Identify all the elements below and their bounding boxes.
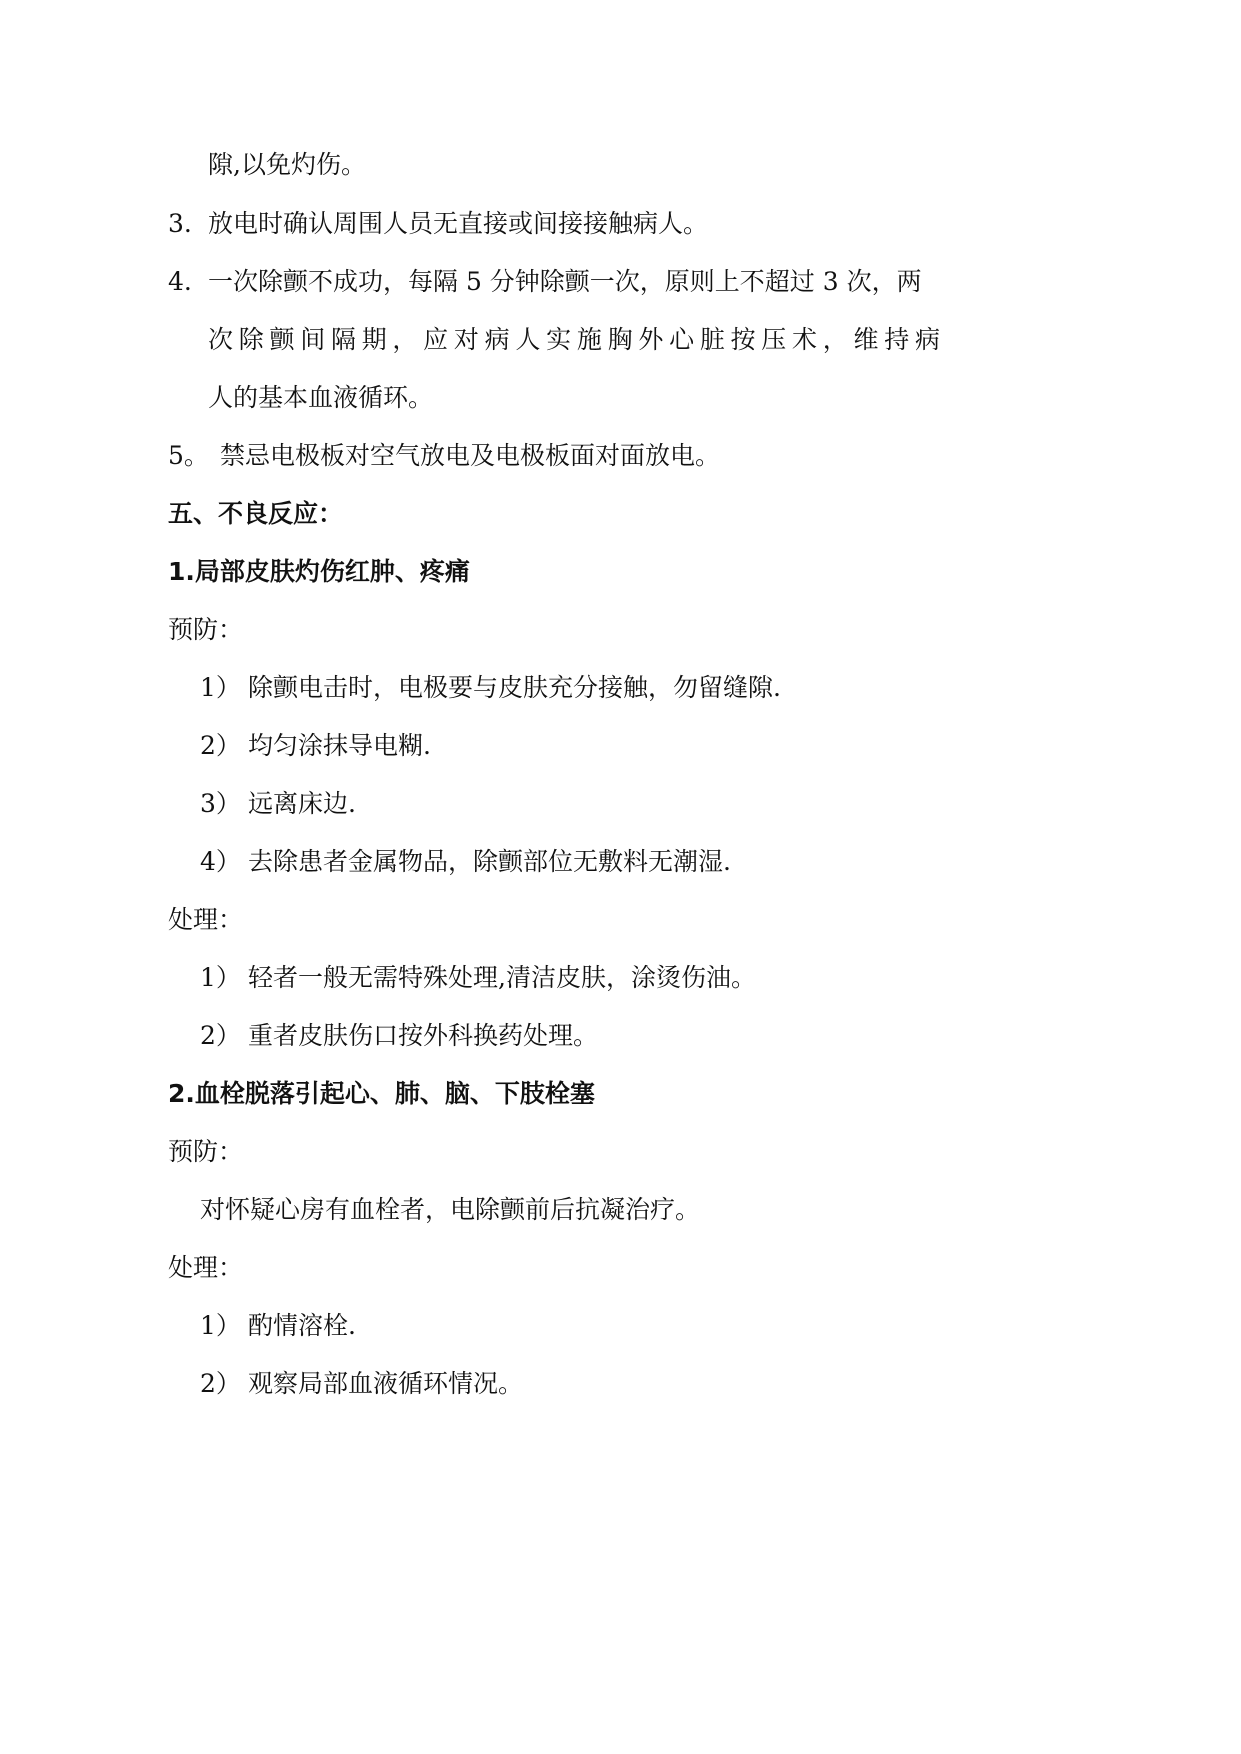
list-item-text: 人的基本血液循环。	[208, 383, 434, 412]
list-item-text: 禁忌电极板对空气放电及电极板面对面放电。	[220, 441, 721, 470]
list-item-number: 5。	[168, 441, 209, 470]
item-number: 1）	[200, 1311, 241, 1340]
treatment-item	[200, 961, 756, 995]
item-number: 3）	[200, 789, 241, 818]
item-number: 2）	[200, 1369, 241, 1398]
item-number: 4）	[200, 847, 241, 876]
item-number: 2）	[200, 731, 241, 760]
prevention-label: 预防：	[168, 615, 244, 644]
item-number: 1）	[200, 963, 241, 992]
item-text: 观察局部血液循环情况。	[248, 1369, 524, 1398]
item-number: 1）	[200, 673, 241, 702]
treatment-item	[200, 1367, 523, 1401]
list-item-text: 一次除颤不成功，每隔 5 分钟除颤一次，原则上不超过 3 次，两	[208, 267, 922, 296]
prevention-item	[200, 845, 731, 879]
treatment-label: 处理：	[168, 1253, 244, 1282]
prevention-item	[200, 671, 781, 705]
item-text: 轻者一般无需特殊处理,清洁皮肤，涂烫伤油。	[248, 963, 756, 992]
prevention-item	[200, 729, 431, 763]
list-item-continuation	[208, 148, 366, 182]
item-number: 2）	[200, 1021, 241, 1050]
treatment-item	[200, 1019, 598, 1053]
subsection-heading: 1.局部皮肤灼伤红肿、疼痛	[168, 557, 470, 586]
list-item-text: 放电时确认周围人员无直接或间接接触病人。	[208, 209, 709, 238]
item-text: 去除患者金属物品，除颤部位无敷料无潮湿.	[248, 847, 731, 876]
list-item-continuation	[208, 381, 433, 415]
list-item	[168, 265, 922, 299]
item-text: 远离床边.	[248, 789, 356, 818]
list-item-continuation	[208, 323, 940, 357]
list-item-text: 次除颤间隔期，应对病人实施胸外心脏按压术，维持病	[208, 325, 940, 354]
item-text: 重者皮肤伤口按外科换药处理。	[248, 1021, 599, 1050]
prevention-item	[200, 787, 356, 821]
list-item	[168, 207, 708, 241]
item-text: 酌情溶栓.	[248, 1311, 356, 1340]
list-item	[168, 439, 720, 473]
treatment-item	[200, 1309, 356, 1343]
subsection-heading: 2.血栓脱落引起心、肺、脑、下肢栓塞	[168, 1079, 595, 1108]
item-text: 除颤电击时，电极要与皮肤充分接触，勿留缝隙.	[248, 673, 781, 702]
section-heading: 五、不良反应：	[168, 499, 344, 528]
list-item-text: 隙,以免灼伤。	[208, 150, 366, 179]
prevention-text: 对怀疑心房有血栓者，电除颤前后抗凝治疗。	[200, 1195, 701, 1224]
list-item-number: 3.	[168, 209, 192, 238]
list-item-number: 4.	[168, 267, 192, 296]
prevention-label: 预防：	[168, 1137, 244, 1166]
item-text: 均匀涂抹导电糊.	[248, 731, 431, 760]
treatment-label: 处理：	[168, 905, 244, 934]
